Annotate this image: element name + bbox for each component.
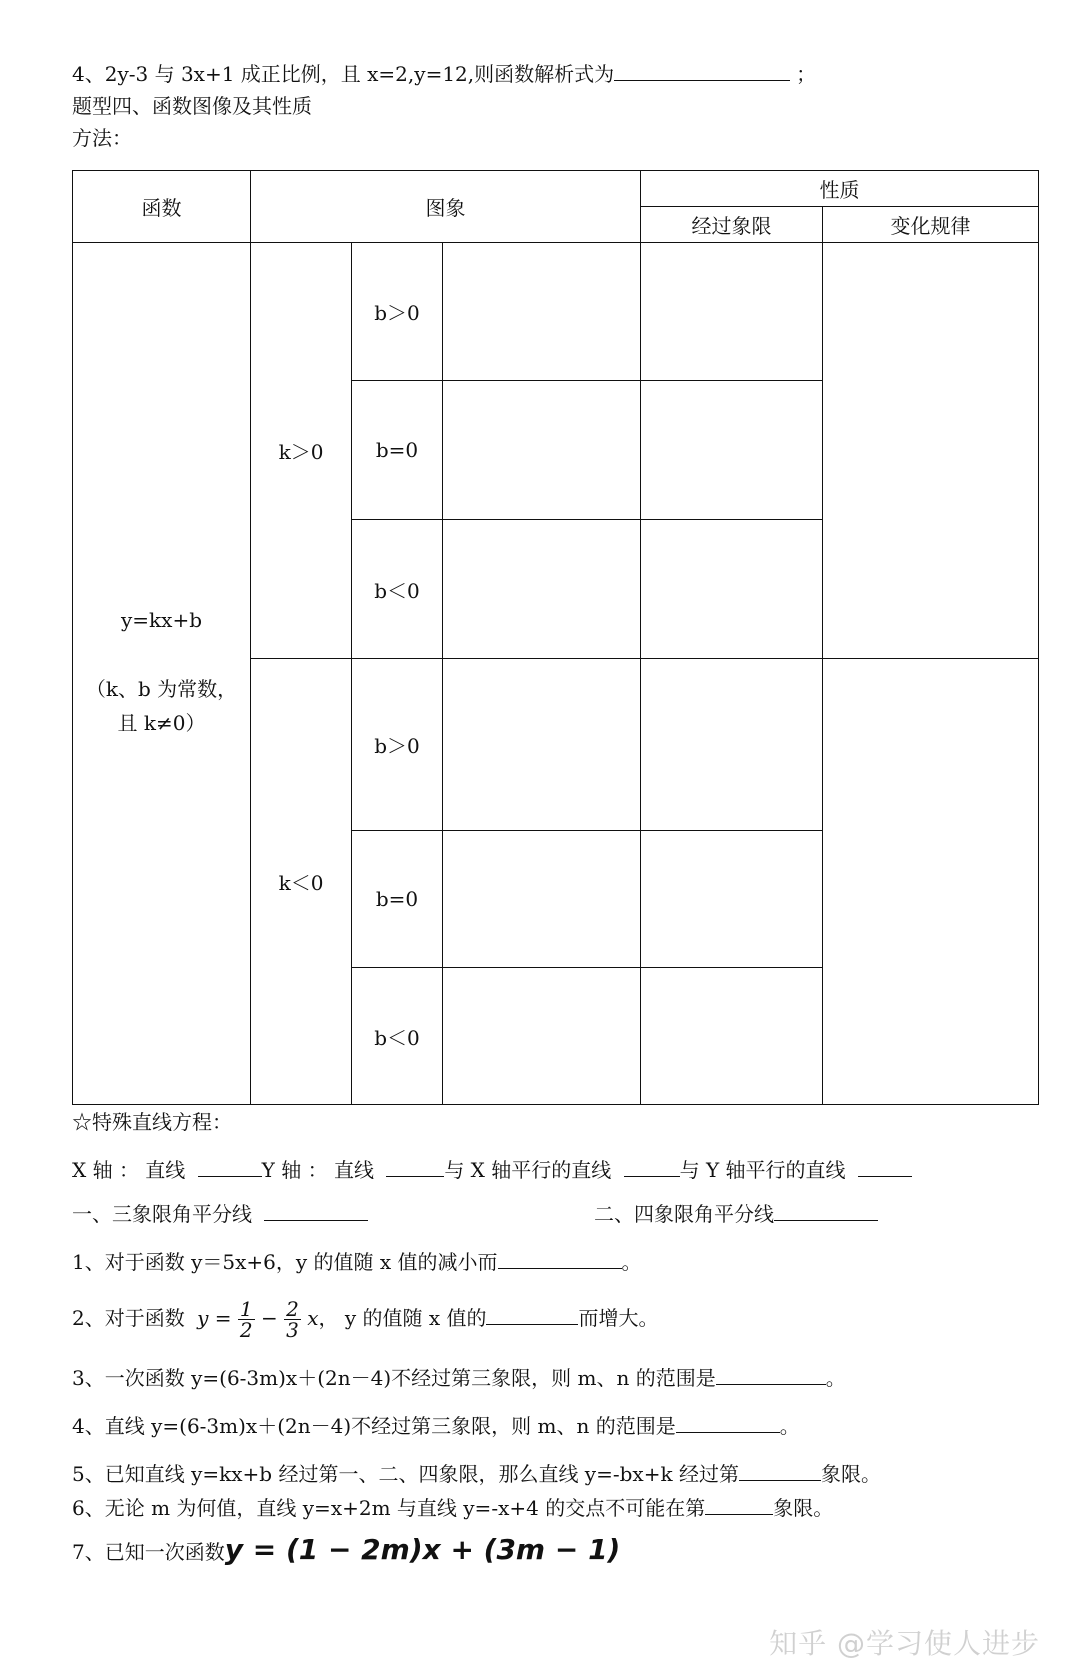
- answer-blank: [386, 1154, 444, 1177]
- b-positive: b＞0: [352, 243, 443, 381]
- change-cell: [823, 243, 1039, 659]
- answer-blank: [486, 1302, 578, 1325]
- change-cell: [823, 659, 1039, 1105]
- question-4: 4、直线 y=(6-3m)x＋(2n－4)不经过第三象限，则 m、n 的范围是 。: [72, 1410, 800, 1440]
- answer-blank: [705, 1492, 773, 1515]
- bisector-24: 二、四象限角平分线: [594, 1198, 878, 1228]
- question-2: 2、对于函数 y = $\frac{1}{2}$ − $\frac{2}{3}$ x， y 的值随 x 值的 而增大。: [72, 1297, 659, 1342]
- header-properties: 性质: [641, 171, 1039, 207]
- bisector-13: 一、三象限角平分线: [72, 1198, 368, 1228]
- watermark: 知乎 @学习使人进步: [769, 1627, 1040, 1660]
- quadrant-cell: [641, 520, 823, 659]
- graph-cell: [443, 831, 641, 968]
- header-change: 变化规律: [823, 207, 1039, 243]
- graph-cell: [443, 243, 641, 381]
- answer-blank: [614, 58, 790, 81]
- quadrant-cell: [641, 659, 823, 831]
- k-negative: k＜0: [251, 659, 352, 1105]
- header-function: 函数: [73, 171, 251, 243]
- quadrant-cell: [641, 381, 823, 520]
- quadrant-cell: [641, 968, 823, 1105]
- question-3: 3、一次函数 y=(6-3m)x＋(2n－4)不经过第三象限，则 m、n 的范围是 。: [72, 1362, 846, 1392]
- answer-blank: [498, 1246, 622, 1269]
- b-zero: b=0: [352, 831, 443, 968]
- b-positive: b＞0: [352, 659, 443, 831]
- function-properties-table: [72, 170, 1039, 1105]
- special-lines-title: ☆特殊直线方程：: [72, 1110, 232, 1134]
- k-positive: k＞0: [251, 243, 352, 659]
- special-lines-row: X 轴 ： 直线 Y 轴 ： 直线 与 X 轴平行的直线 与 Y 轴平行的直线: [72, 1154, 912, 1184]
- graph-cell: [443, 659, 641, 831]
- b-zero: b=0: [352, 381, 443, 520]
- section-title: 题型四、函数图像及其性质: [72, 94, 312, 118]
- function-equation: y=kx+b: [120, 607, 202, 632]
- quadrant-cell: [641, 243, 823, 381]
- answer-blank: [198, 1154, 262, 1177]
- b-negative: b＜0: [352, 968, 443, 1105]
- equation-image: y = (1 − 2m)x + (3m − 1): [224, 1533, 621, 1566]
- answer-blank: [739, 1458, 821, 1481]
- method-label: 方法：: [72, 126, 132, 150]
- question-5: 5、已知直线 y=kx+b 经过第一、二、四象限，那么直线 y=-bx+k 经过第 象限。: [72, 1458, 881, 1488]
- function-condition-2: 且 k≠0）: [117, 710, 206, 735]
- function-condition-1: （k、b 为常数，: [85, 676, 238, 701]
- b-negative: b＜0: [352, 520, 443, 659]
- function-cell: [73, 243, 251, 1105]
- answer-blank: [676, 1410, 780, 1433]
- answer-blank: [624, 1154, 680, 1177]
- answer-blank: [774, 1198, 878, 1221]
- graph-cell: [443, 381, 641, 520]
- question-4-header: 4、2y-3 与 3x+1 成正比例，且 x=2,y=12,则函数解析式为 ；: [72, 58, 816, 88]
- fraction-one-half: $\frac{1}{2}$: [239, 1297, 253, 1342]
- answer-blank: [716, 1362, 826, 1385]
- graph-cell: [443, 520, 641, 659]
- question-7: 7、已知一次函数y = (1 − 2m)x + (3m − 1): [72, 1533, 621, 1566]
- question-6: 6、无论 m 为何值，直线 y=x+2m 与直线 y=-x+4 的交点不可能在第 象限。: [72, 1492, 833, 1522]
- graph-cell: [443, 968, 641, 1105]
- fraction-two-thirds: $\frac{2}{3}$: [286, 1297, 299, 1342]
- header-quadrants: 经过象限: [641, 207, 823, 243]
- answer-blank: [858, 1154, 912, 1177]
- question-1: 1、对于函数 y＝5x+6，y 的值随 x 值的减小而 。: [72, 1246, 642, 1276]
- answer-blank: [264, 1198, 368, 1221]
- header-graph: 图象: [251, 171, 641, 243]
- quadrant-cell: [641, 831, 823, 968]
